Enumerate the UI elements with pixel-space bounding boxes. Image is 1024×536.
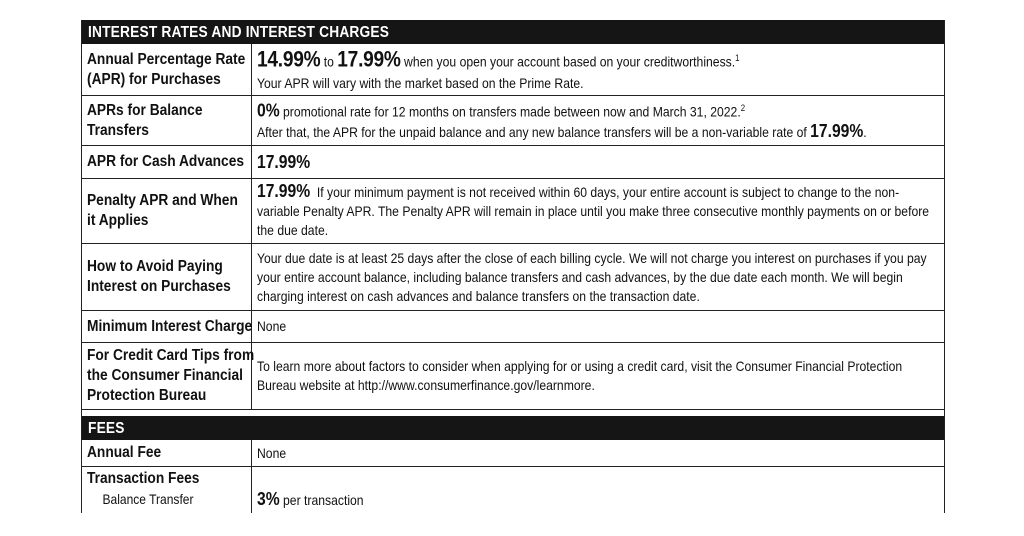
row-purchase-apr	[82, 44, 944, 95]
row-value: Your due date is at least 25 days after the close of each billing cycle. We will not charge you interest on purchases if you pay your entire account balance, including balance transfers and cash advances, by the due date each month. We will begin charging interest on cash advances and balance transfers on the transaction date.	[257, 249, 927, 304]
row-value: 3% per transaction	[257, 489, 364, 509]
purchase-apr-low: 14.99%	[257, 46, 321, 72]
row-label: Minimum Interest Charge	[82, 311, 252, 342]
row-label: APRs for Balance Transfers	[82, 96, 252, 145]
balance-transfer-label: Balance Transfer	[102, 491, 194, 507]
footnote-marker: 1	[735, 53, 740, 64]
row-value: None	[257, 444, 287, 461]
row-avoid-interest	[82, 243, 944, 310]
row-penalty-apr	[82, 178, 944, 243]
balance-transfer-fee-rate: 3%	[257, 489, 280, 509]
row-value: None	[257, 318, 287, 334]
row-value	[252, 146, 944, 178]
row-balance-transfer-apr	[82, 95, 944, 145]
cash-advance-rate: 17.99%	[257, 151, 311, 172]
row-value: 17.99% If your minimum payment is not received within 60 days, your entire account is subject to change to the non-variable Penalty APR. The Penalty APR will remain in place until you make three consecutive monthly payments on or before the due date.	[257, 181, 930, 238]
row-label: Annual Fee	[82, 440, 252, 466]
row-label: For Credit Card Tips from the Consumer Financial Protection Bureau	[82, 343, 252, 409]
fees-section-heading: FEES	[82, 416, 944, 440]
row-label: How to Avoid Paying Interest on Purchases	[82, 244, 252, 310]
row-label: Transaction Fees Balance Transfer	[82, 467, 252, 513]
row-transaction-fees	[82, 466, 944, 513]
footnote-marker: 2	[740, 103, 746, 114]
row-label: Penalty APR and When it Applies	[82, 179, 252, 243]
row-value: 0% promotional rate for 12 months on transfers made between now and March 31, 2022.$^2$ After that, the APR for the unpaid balance and any new balance transfers will be a non-variable rate of 17.99%.	[257, 100, 867, 141]
row-annual-fee	[82, 440, 944, 466]
row-value: 14.99% to 17.99% when you open your account based on your creditworthiness.$^1$ Your APR will vary with the market based on the Prime Rate.	[257, 46, 740, 91]
row-minimum-interest-charge	[82, 310, 944, 342]
promo-rate: 0%	[257, 100, 280, 121]
row-cash-advance-apr	[82, 145, 944, 178]
row-cfpb-tips	[82, 342, 944, 410]
interest-section-heading: INTEREST RATES AND INTEREST CHARGES	[82, 20, 944, 44]
disclosure-table	[81, 20, 945, 513]
row-label: Annual Percentage Rate (APR) for Purchases	[82, 44, 252, 95]
row-label: APR for Cash Advances	[82, 146, 252, 178]
purchase-apr-high: 17.99%	[337, 46, 401, 72]
after-promo-rate: 17.99%	[810, 120, 864, 141]
penalty-rate: 17.99%	[257, 181, 311, 201]
row-value: To learn more about factors to consider when applying for or using a credit card, visit the Consumer Financial Protection Bureau website at http://www.consumerfinance.gov/learnmore.	[257, 358, 903, 393]
